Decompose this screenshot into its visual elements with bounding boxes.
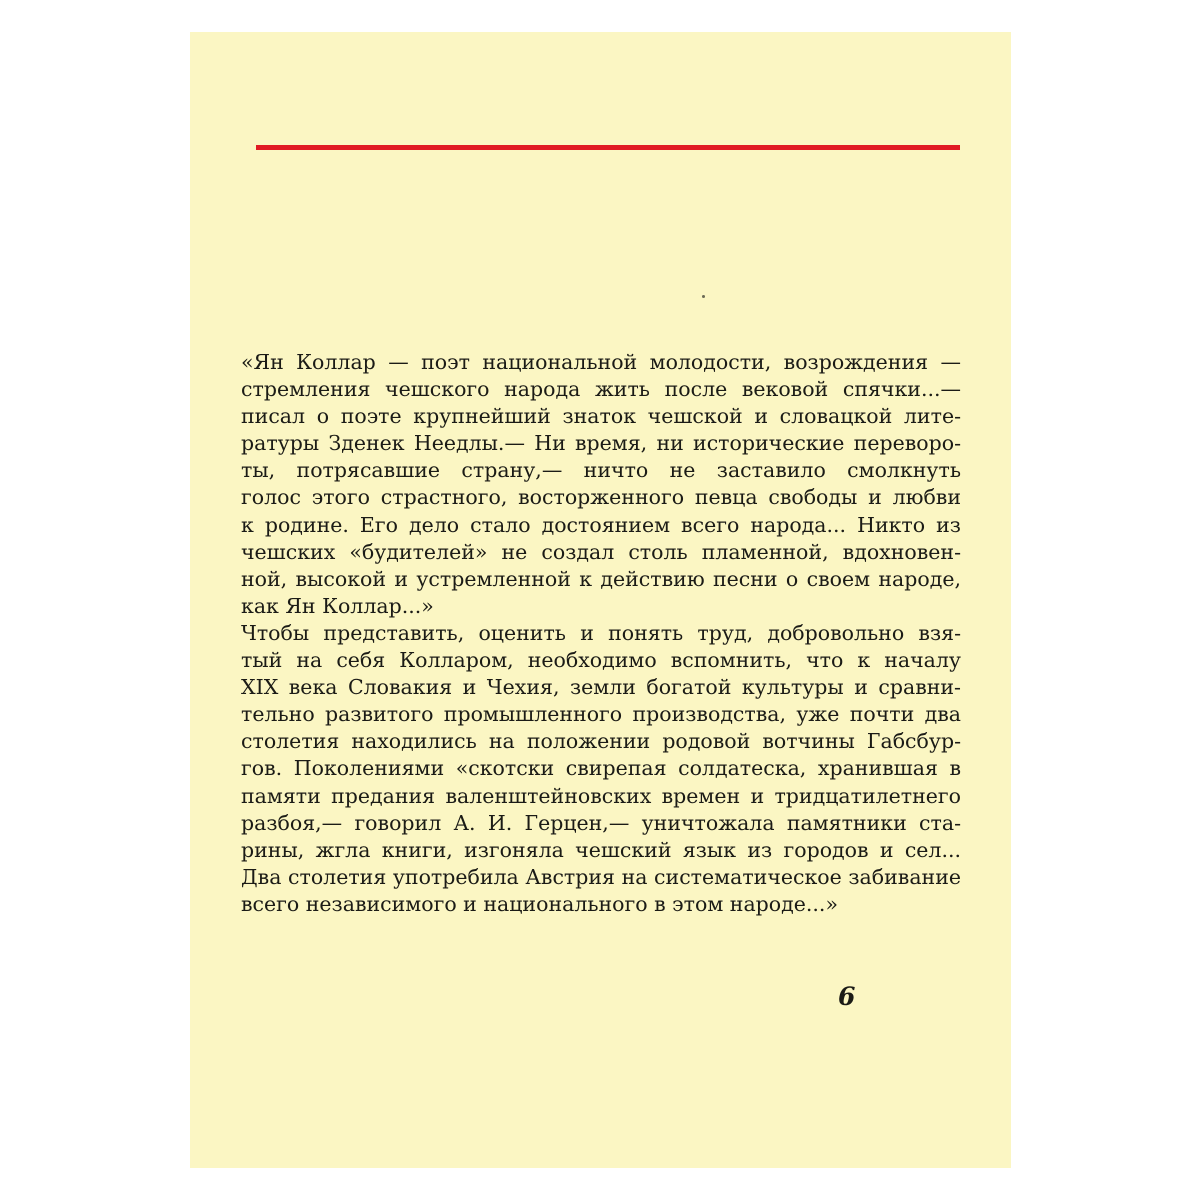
text-line: как Ян Коллар...» [241,593,434,618]
text-line: голос этого страстного, восторженного певца свободы и любви [241,485,961,510]
text-line: всего независимого и национального в этом народе...» [241,891,838,916]
paragraph-quote [241,349,961,620]
text-line: разбоя,— говорил А. И. Герцен,— уничтожала памятники ста- [241,810,961,835]
body-text [241,349,961,918]
red-header-rule [256,145,960,150]
book-page [190,32,1011,1168]
text-line: памяти предания валенштейновских времен и тридцатилетнего [241,783,961,808]
text-line: Чтобы представить, оценить и понять труд, добровольно взя- [241,620,961,645]
text-line: чешских «будителей» не создал столь пламенной, вдохновен- [241,539,961,564]
text-line: писал о поэте крупнейший знаток чешской и словацкой лите- [241,404,961,429]
text-line: рины, жгла книги, изгоняла чешский язык из городов и сел... [241,837,961,862]
text-line: гов. Поколениями «скотски свирепая солдатеска, хранившая в [241,756,961,781]
ink-speck [702,295,705,298]
text-line: ратуры Зденек Неедлы.— Ни время, ни исторические переворо- [241,431,961,456]
text-line: Два столетия употребила Австрия на систематическое забивание [241,864,961,889]
text-line: тельно развитого промышленного производства, уже почти два [241,702,961,727]
text-line: XIX века Словакия и Чехия, земли богатой культуры и сравни- [241,675,961,700]
paragraph-main [241,620,961,918]
text-line: стремления чешского народа жить после вековой спячки...— [241,377,961,402]
text-line: к родине. Его дело стало достоянием всего народа... Никто из [241,512,961,537]
text-line: столетия находились на положении родовой вотчины Габсбур- [241,729,961,754]
text-line: тый на себя Колларом, необходимо вспомнить, что к началу [241,648,961,673]
page-number: 6 [838,982,856,1011]
text-line: ной, высокой и устремленной к действию песни о своем народе, [241,566,961,591]
text-line: ты, потрясавшие страну,— ничто не заставило смолкнуть [241,458,961,483]
text-line: «Ян Коллар — поэт национальной молодости, возрождения — [241,350,961,374]
